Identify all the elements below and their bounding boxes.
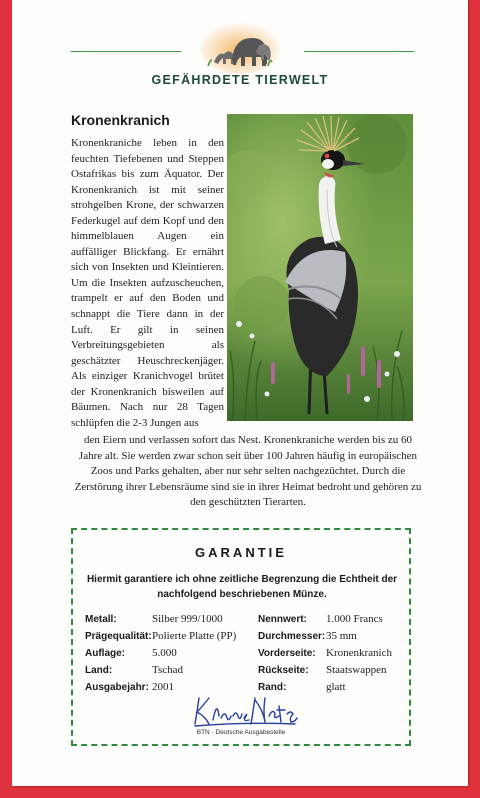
spec-mintage-value: 5.000 bbox=[152, 647, 177, 659]
spec-diameter-value: 35 mm bbox=[326, 630, 357, 642]
spec-reverse-value: Staatswappen bbox=[326, 664, 387, 676]
spec-mintage bbox=[85, 647, 125, 659]
header-divider-left bbox=[71, 51, 181, 52]
spec-edge-value: glatt bbox=[326, 681, 346, 693]
spec-obverse-value: Kronenkranich bbox=[326, 647, 392, 659]
issuer-caption: BTN · Deutsche Ausgabestelle bbox=[196, 729, 286, 736]
spec-reverse bbox=[258, 664, 309, 676]
spec-key: Rückseite: bbox=[258, 665, 309, 676]
guarantee-statement: Hiermit garantiere ich ohne zeitliche Begrenzung die Echtheit der nachfolgend beschriebenen Münze. bbox=[86, 574, 398, 600]
header-title: GEFÄHRDETE TIERWELT bbox=[151, 73, 329, 87]
spec-key: Auflage: bbox=[85, 648, 125, 659]
spec-key: Prägequalität: bbox=[85, 631, 152, 642]
spec-country-value: Tschad bbox=[152, 664, 183, 676]
spec-key: Rand: bbox=[258, 682, 287, 693]
guarantee-title: GARANTIE bbox=[195, 545, 287, 560]
spec-face-value bbox=[258, 613, 307, 625]
spec-country bbox=[85, 664, 112, 676]
signature bbox=[191, 692, 301, 730]
spec-issue-year bbox=[85, 681, 149, 693]
certificate-card bbox=[12, 0, 468, 786]
spec-obverse bbox=[258, 647, 316, 659]
spec-key: Vorderseite: bbox=[258, 648, 316, 659]
spec-key: Metall: bbox=[85, 614, 117, 625]
spec-diameter bbox=[258, 630, 325, 642]
description-text-continued: den Eiern und verlassen sofort das Nest. Kronenkraniche werden bis zu 60 Jahre alt. Sie werden zwar schon seit über 100 Jahren häufig in europäischen Zoos und Parks gehalten, aber nur sehr selten nachgezüchtet. Durch die Zerstörung ihrer Lebensräume sind sie in ihrer Heimat bedroht und gehören zu den geschützten Tierarten. bbox=[74, 434, 422, 508]
spec-metal-value: Silber 999/1000 bbox=[152, 613, 223, 625]
spec-face-value-value: 1.000 Francs bbox=[326, 613, 383, 625]
spec-metal bbox=[85, 613, 117, 625]
guarantee-box bbox=[71, 528, 411, 746]
spec-minting-quality-value: Polierte Platte (PP) bbox=[152, 630, 237, 642]
header-divider-right bbox=[304, 51, 414, 52]
spec-key: Durchmesser: bbox=[258, 631, 326, 642]
spec-minting-quality bbox=[85, 630, 152, 642]
description-text-column: Kronenkraniche leben in den feuchten Tiefebenen und Steppen Ostafrikas bis zum Äquator. Der Kronenkranich ist mit seiner strohgelben Krone, der schwarzen Federkugel auf dem Kopf und den himmelblauen Augen ein auffälliger Blickfang. Er ernährt sich von Insekten und Kleintieren. Um die Insekten aufzuscheuchen, trampelt er auf den Boden und schnappt die Tiere dann in der Luft. Er gilt in seinen Verbreitungsgebieten als geschätzter Heuschreckenjäger. Als einziger Kranichvogel brütet der Kronenkranich bisweilen auf Bäumen. Nach nur 28 Tagen schlüpfen die 2-3 Jungen aus bbox=[71, 137, 224, 429]
spec-issue-year-value: 2001 bbox=[152, 681, 174, 693]
crowned-crane-photo bbox=[227, 114, 413, 421]
spec-key: Ausgabejahr: bbox=[85, 682, 149, 693]
elephant-logo-icon bbox=[198, 18, 282, 74]
spec-key: Land: bbox=[85, 665, 113, 676]
spec-key: Nennwert: bbox=[258, 614, 307, 625]
species-title: Kronenkranich bbox=[71, 112, 170, 128]
